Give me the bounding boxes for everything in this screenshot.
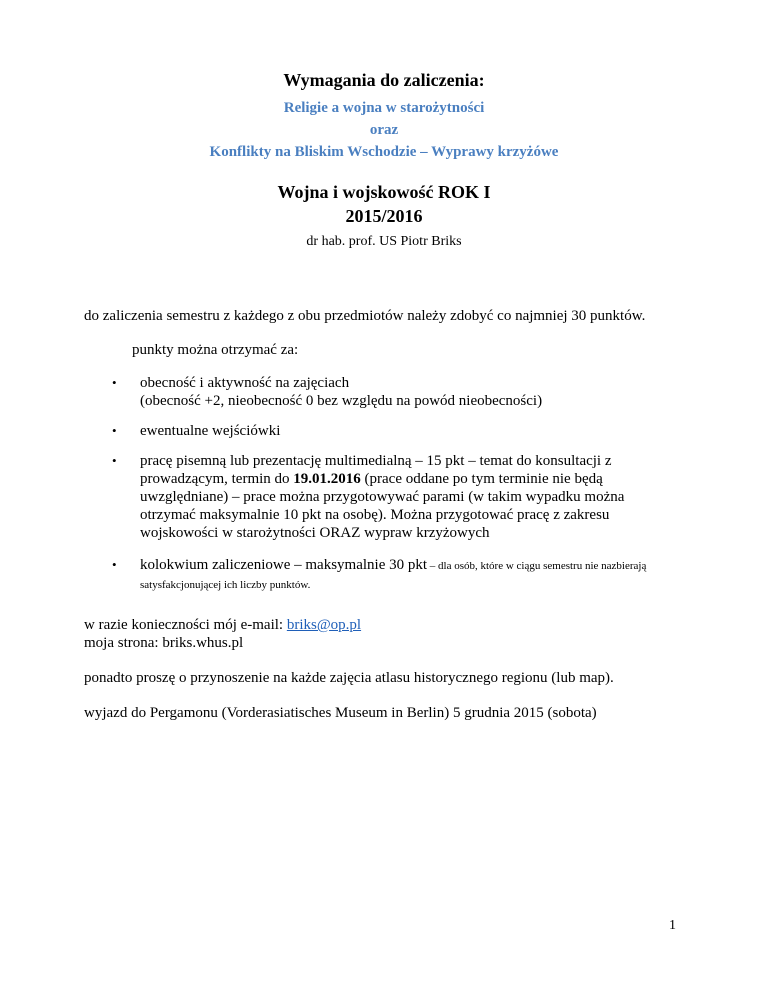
quizzes-text: ewentualne wejściówki: [140, 423, 281, 439]
points-label: punkty można otrzymać za:: [132, 342, 299, 358]
attendance-detail: (obecność +2, nieobecność 0 bez względu na powód nieobecności): [140, 393, 543, 409]
paper-deadline: 19.01.2016: [293, 471, 361, 487]
exam-note: – dla osób, które w ciągu semestru nie nazbierają satysfakcjonującej ich liczby punktów.: [140, 560, 647, 591]
atlas-note: ponadto proszę o przynoszenie na każde zajęcia atlasu historycznego regionu (lub map).: [84, 670, 614, 686]
intro-paragraph: do zaliczenia semestru z każdego z obu przedmiotów należy zdobyć co najmniej 30 punktów.: [84, 308, 646, 324]
website-text: moja strona: briks.whus.pl: [84, 635, 244, 651]
subtitle-line-3: Konflikty na Bliskim Wschodzie – Wyprawy krzyżówe: [209, 144, 559, 160]
bullet-icon: •: [112, 453, 117, 468]
academic-year: 2015/2016: [345, 206, 423, 226]
bullet-icon: •: [112, 375, 117, 390]
contact-info: [84, 616, 361, 652]
bullet-icon: •: [112, 423, 117, 438]
course-heading: [0, 180, 768, 228]
page-number: 1: [669, 918, 676, 933]
email-link[interactable]: briks@op.pl: [286, 617, 362, 633]
bullet-icon: •: [112, 557, 117, 572]
author-name: dr hab. prof. US Piotr Briks: [306, 234, 462, 249]
course-title: Wojna i wojskowość ROK I: [277, 182, 491, 202]
paper-text-start: pracę pisemną lub prezentację multimedialną – 15 pkt – temat do konsultacji z prowadzącym, termin do: [140, 453, 612, 487]
trip-note: wyjazd do Pergamonu (Vorderasiatisches Museum in Berlin) 5 grudnia 2015 (sobota): [84, 705, 597, 721]
course-subtitles: [0, 97, 768, 163]
email-label: w razie konieczności mój e-mail:: [84, 617, 287, 633]
paper-text-end: (prace oddane po tym terminie nie będą uwzględniane) – prace można przygotowywać parami (w takim wypadku można otrzymać maksymalnie 10 pkt na osobę). Można przygotować pracę z zakresu wojskowości w starożytności ORAZ wypraw krzyżowych: [140, 471, 625, 541]
subtitle-line-2: oraz: [369, 122, 399, 138]
exam-text: kolokwium zaliczeniowe – maksymalnie 30 pkt: [140, 557, 428, 573]
document-title: Wymagania do zaliczenia:: [283, 70, 485, 90]
attendance-text: obecność i aktywność na zajęciach: [140, 375, 350, 391]
subtitle-line-1: Religie a wojna w starożytności: [283, 100, 485, 116]
